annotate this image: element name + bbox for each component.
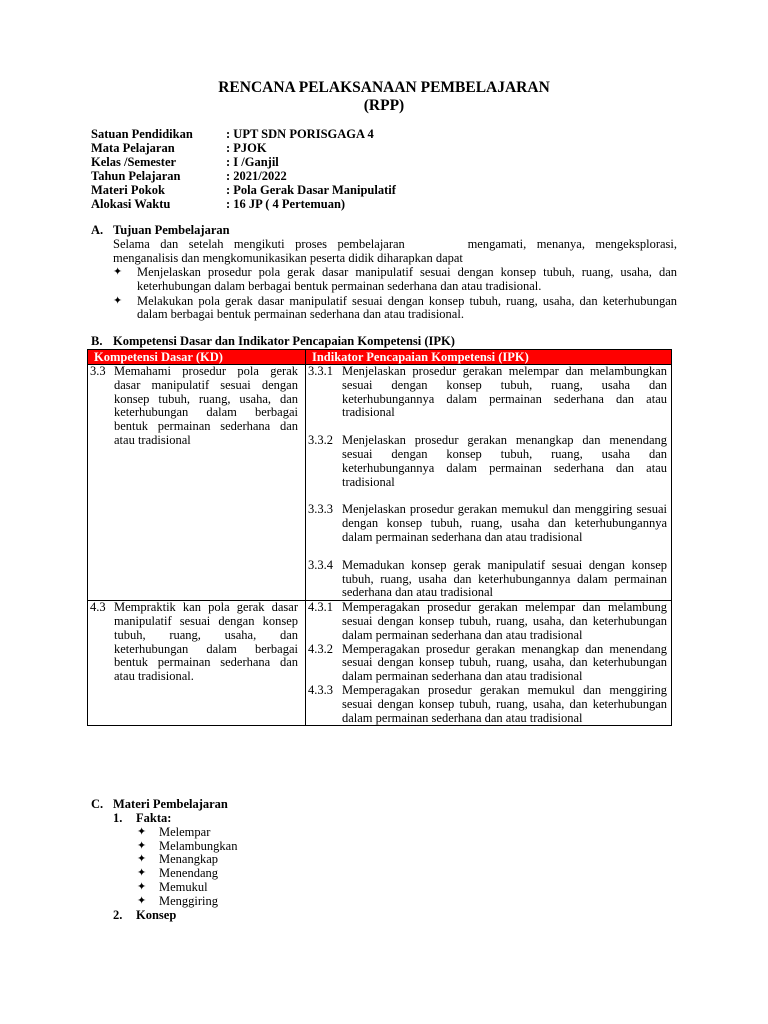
list-item (113, 266, 677, 294)
sub-item-text: Melempar (159, 824, 211, 839)
star-bullet-icon: ✦ (113, 294, 123, 307)
star-bullet-icon: ✦ (137, 894, 147, 907)
sub-item-text: Melambungkan (159, 838, 238, 853)
ipk-text: Memperagakan prosedur gerakan melempar dan melambung sesuai dengan konsep tubuh, ruang, usaha, dan keterhubungan dalam permainan sederhana dan atau tradisional (341, 600, 667, 642)
section-title: Kompetensi Dasar dan Indikator Pencapaian Kompetensi (IPK) (113, 334, 455, 348)
identity-row (91, 155, 396, 169)
sub-item-text: Memukul (159, 879, 208, 894)
column-header-kd: Kompetensi Dasar (KD) (88, 350, 306, 365)
identity-value: : UPT SDN PORISGAGA 4 (226, 127, 374, 141)
identity-row (91, 183, 396, 197)
ipk-number: 3.3.1 (307, 364, 333, 378)
identity-key: Materi Pokok (91, 183, 165, 197)
ipk-cell (305, 601, 671, 726)
ipk-text: Menjelaskan prosedur gerakan melempar dan melambungkan sesuai dengan konsep tubuh, ruang, usaha dan keterhubungannya dalam permainan sederhana dan atau tradisional (341, 364, 667, 420)
list-item (113, 295, 677, 323)
document-title (0, 79, 768, 115)
kd-text: Memahami prosedur pola gerak dasar manipulatif sesuai dengan konsep tubuh, ruang, usaha, dan keterhubungan dalam berbagai bentuk permainan sederhana dan atau tradisional (114, 364, 298, 447)
identity-row (91, 127, 396, 141)
identity-row (91, 197, 396, 211)
list-item (137, 881, 237, 895)
identity-value: : Pola Gerak Dasar Manipulatif (226, 183, 396, 197)
bullet-text: Melakukan pola gerak dasar manipulatif sesuai dengan konsep tubuh, ruang, usaha, dan keterhubungan dalam berbagai bentuk permainan sederhana dan atau tradisional. (137, 293, 677, 322)
kd-text: Mempraktik kan pola gerak dasar manipulatif sesuai dengan konsep tubuh, ruang, usaha, dan keterhubungan dalam berbagai bentuk permainan sederhana dan atau tradisional. (114, 600, 298, 684)
ipk-item (308, 503, 667, 544)
kd-cell (88, 601, 306, 726)
identity-row (91, 169, 396, 183)
list-item (137, 826, 237, 840)
sub-item-text: Menangkap (159, 852, 219, 867)
ipk-item (308, 559, 667, 600)
fakta-sublist (113, 826, 237, 909)
material-list (113, 812, 237, 922)
ipk-number: 3.3.4 (307, 557, 333, 572)
star-bullet-icon: ✦ (137, 853, 147, 866)
identity-key: Satuan Pendidikan (91, 127, 193, 141)
intro-line: menganalisis dan mengkomunikasikan peserta didik diharapkan dapat (113, 250, 463, 265)
section-letter: A. (91, 223, 104, 237)
section-title: Materi Pembelajaran (113, 797, 228, 811)
item-label: Fakta: (136, 811, 172, 825)
ipk-number: 3.3.2 (307, 433, 333, 448)
table-header-row (88, 350, 672, 365)
kd-cell (88, 365, 306, 601)
section-a-heading (91, 224, 230, 238)
identity-value: : 16 JP ( 4 Pertemuan) (226, 197, 346, 211)
item-number: 2. (113, 907, 123, 922)
competency-table (87, 349, 672, 726)
star-bullet-icon: ✦ (113, 266, 123, 278)
item-label: Konsep (136, 907, 177, 922)
list-item (137, 853, 237, 867)
section-title: Tujuan Pembelajaran (113, 223, 230, 237)
list-item (113, 909, 237, 923)
column-header-ipk: Indikator Pencapaian Kompetensi (IPK) (305, 350, 671, 365)
ipk-text: Menjelaskan prosedur gerakan menangkap dan menendang sesuai dengan konsep tubuh, ruang, usaha dan keterhubungannya dalam permainan sederhana dan atau tradisional (341, 433, 667, 489)
identity-key: Tahun Pelajaran (91, 169, 181, 183)
ipk-cell (305, 365, 671, 601)
star-bullet-icon: ✦ (137, 839, 147, 852)
identity-value: : I /Ganjil (226, 155, 279, 169)
intro-line: Selama dan setelah mengikuti proses pembelajaran mengamati, menanya, mengeksplorasi, (113, 237, 677, 251)
bullet-text: Menjelaskan prosedur pola gerak dasar manipulatif sesuai dengan konsep tubuh, ruang, usaha, dan keterhubungan dalam berbagai bentuk permainan sederhana dan atau tradisional. (137, 265, 677, 293)
list-item (137, 895, 237, 909)
identity-value: : PJOK (226, 141, 267, 155)
section-a-intro (113, 238, 677, 266)
section-c-heading (91, 798, 228, 812)
kd-number: 4.3 (90, 600, 106, 615)
sub-item-text: Menendang (159, 866, 219, 881)
identity-key: Alokasi Waktu (91, 197, 171, 211)
title-line-2: (RPP) (363, 97, 405, 114)
item-number: 1. (113, 811, 123, 825)
list-item (137, 867, 237, 881)
list-item (113, 812, 237, 826)
ipk-item (308, 434, 667, 489)
ipk-item (308, 684, 667, 725)
ipk-number: 4.3.1 (307, 600, 333, 615)
title-line-1: RENCANA PELAKSANAAN PEMBELAJARAN (218, 79, 550, 96)
identity-block (91, 127, 396, 211)
ipk-text: Memperagakan prosedur gerakan menangkap dan menendang sesuai dengan konsep tubuh, ruang, usaha, dan keterhubungan dalam permainan sederhana dan atau tradisional (341, 641, 667, 684)
identity-key: Kelas /Semester (91, 155, 177, 169)
section-a-bullets (113, 266, 677, 323)
star-bullet-icon: ✦ (137, 825, 147, 838)
identity-value: : 2021/2022 (226, 169, 287, 183)
identity-key: Mata Pelajaran (91, 141, 175, 155)
list-item (137, 840, 237, 854)
sub-item-text: Menggiring (159, 893, 219, 908)
ipk-text: Memadukan konsep gerak manipulatif sesuai dengan konsep tubuh, ruang, usaha dan keterhubungannya dalam permainan sederhana dan atau tradisional (341, 557, 667, 600)
ipk-number: 4.3.2 (307, 641, 333, 656)
ipk-item (308, 365, 667, 420)
ipk-text: Memperagakan prosedur gerakan memukul dan menggiring sesuai dengan konsep tubuh, ruang, usaha, dan keterhubungan dalam permainan sederhana dan atau tradisional (341, 682, 667, 725)
section-letter: C. (91, 797, 104, 811)
star-bullet-icon: ✦ (137, 880, 147, 893)
kd-number: 3.3 (90, 364, 106, 378)
section-letter: B. (91, 334, 103, 348)
table-row (88, 601, 672, 726)
section-b-heading (91, 335, 455, 349)
ipk-item (308, 643, 667, 684)
table-row (88, 365, 672, 601)
ipk-text: Menjelaskan prosedur gerakan memukul dan menggiring sesuai dengan konsep tubuh, ruang, usaha dan keterhubungannya dalam permainan sederhana dan atau tradisional (341, 502, 667, 544)
identity-row (91, 141, 396, 155)
ipk-number: 3.3.3 (307, 502, 333, 517)
ipk-item (308, 601, 667, 642)
star-bullet-icon: ✦ (137, 867, 147, 880)
ipk-number: 4.3.3 (307, 682, 333, 697)
